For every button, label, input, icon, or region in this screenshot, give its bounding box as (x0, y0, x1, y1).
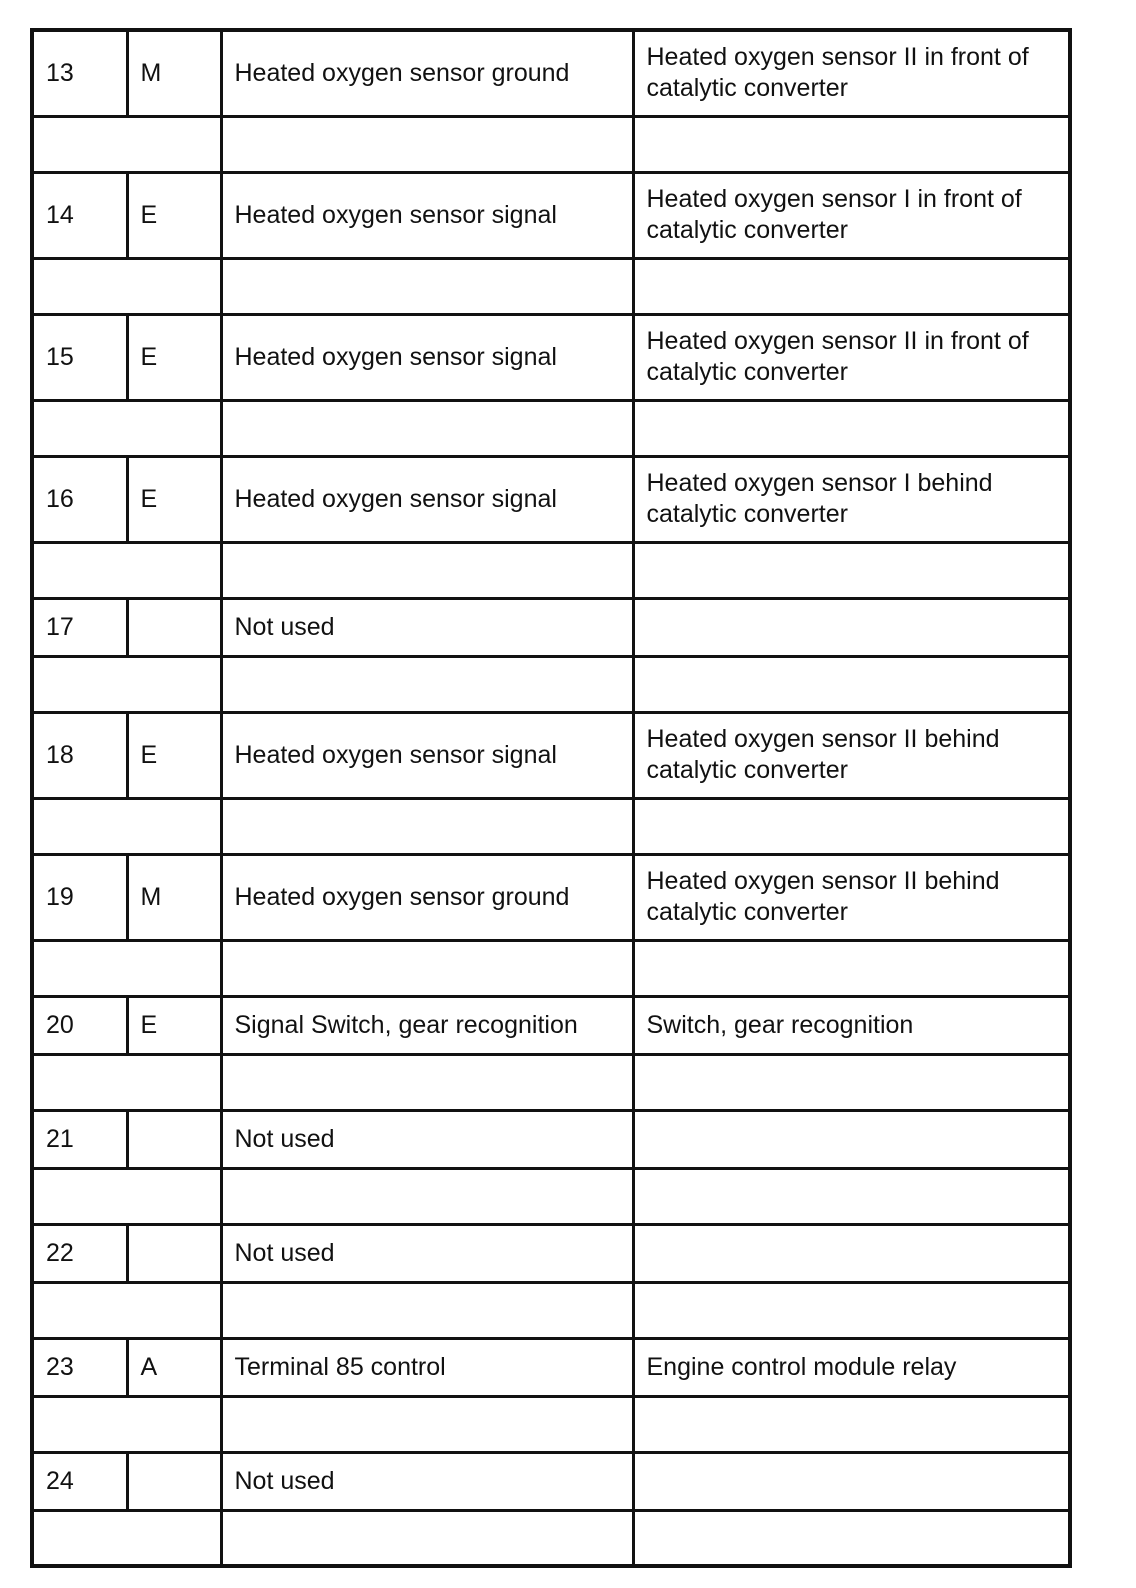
table-row (32, 712, 1070, 798)
spacer-row (32, 1054, 1070, 1110)
component-cell: Heated oxygen sensor II in front of catalytic converter (633, 314, 1070, 400)
signal-type-cell: E (127, 314, 221, 400)
component-cell: Heated oxygen sensor I behind catalytic converter (633, 456, 1070, 542)
function-cell: Not used (221, 598, 633, 656)
empty-cell (221, 1168, 633, 1224)
empty-cell (633, 116, 1070, 172)
spacer-row (32, 798, 1070, 854)
component-cell (633, 1452, 1070, 1510)
empty-cell (32, 1282, 221, 1338)
pin-number-cell: 21 (32, 1110, 127, 1168)
component-cell: Heated oxygen sensor II in front of catalytic converter (633, 30, 1070, 116)
empty-cell (633, 258, 1070, 314)
component-cell: Heated oxygen sensor I in front of catalytic converter (633, 172, 1070, 258)
spacer-row (32, 400, 1070, 456)
spacer-row (32, 542, 1070, 598)
function-cell: Heated oxygen sensor ground (221, 854, 633, 940)
spacer-row (32, 258, 1070, 314)
empty-cell (32, 1396, 221, 1452)
signal-type-cell: E (127, 172, 221, 258)
empty-cell (221, 258, 633, 314)
pin-number-cell: 22 (32, 1224, 127, 1282)
table-row (32, 1452, 1070, 1510)
function-cell: Heated oxygen sensor ground (221, 30, 633, 116)
function-cell: Not used (221, 1110, 633, 1168)
spacer-row (32, 1396, 1070, 1452)
empty-cell (32, 656, 221, 712)
spacer-row (32, 116, 1070, 172)
pin-number-cell: 19 (32, 854, 127, 940)
component-cell (633, 1224, 1070, 1282)
component-cell (633, 598, 1070, 656)
signal-type-cell (127, 1224, 221, 1282)
empty-cell (221, 940, 633, 996)
table-row (32, 1110, 1070, 1168)
empty-cell (221, 1054, 633, 1110)
empty-cell (32, 1510, 221, 1566)
table-row (32, 172, 1070, 258)
pin-number-cell: 17 (32, 598, 127, 656)
empty-cell (633, 940, 1070, 996)
component-cell: Switch, gear recognition (633, 996, 1070, 1054)
empty-cell (32, 542, 221, 598)
spacer-row (32, 1168, 1070, 1224)
empty-cell (32, 1168, 221, 1224)
pin-number-cell: 14 (32, 172, 127, 258)
empty-cell (633, 798, 1070, 854)
function-cell: Terminal 85 control (221, 1338, 633, 1396)
signal-type-cell: E (127, 456, 221, 542)
component-cell: Heated oxygen sensor II behind catalytic converter (633, 854, 1070, 940)
signal-type-cell: E (127, 712, 221, 798)
table-row (32, 854, 1070, 940)
function-cell: Heated oxygen sensor signal (221, 314, 633, 400)
table-row (32, 314, 1070, 400)
component-cell (633, 1110, 1070, 1168)
table-row (32, 1224, 1070, 1282)
spacer-row (32, 1282, 1070, 1338)
component-cell: Engine control module relay (633, 1338, 1070, 1396)
empty-cell (633, 400, 1070, 456)
empty-cell (221, 542, 633, 598)
empty-cell (221, 1510, 633, 1566)
empty-cell (32, 1054, 221, 1110)
empty-cell (633, 656, 1070, 712)
signal-type-cell: A (127, 1338, 221, 1396)
empty-cell (221, 400, 633, 456)
empty-cell (633, 1396, 1070, 1452)
table-body (32, 30, 1070, 1566)
empty-cell (221, 1396, 633, 1452)
pin-number-cell: 24 (32, 1452, 127, 1510)
pin-number-cell: 13 (32, 30, 127, 116)
table-row (32, 996, 1070, 1054)
function-cell: Heated oxygen sensor signal (221, 172, 633, 258)
empty-cell (221, 798, 633, 854)
table-row (32, 598, 1070, 656)
pin-number-cell: 16 (32, 456, 127, 542)
empty-cell (32, 258, 221, 314)
spacer-row (32, 656, 1070, 712)
function-cell: Heated oxygen sensor signal (221, 712, 633, 798)
pin-assignment-table (30, 28, 1072, 1568)
table-row (32, 30, 1070, 116)
function-cell: Signal Switch, gear recognition (221, 996, 633, 1054)
pin-number-cell: 20 (32, 996, 127, 1054)
empty-cell (32, 400, 221, 456)
pin-number-cell: 15 (32, 314, 127, 400)
empty-cell (32, 116, 221, 172)
spacer-row (32, 1510, 1070, 1566)
empty-cell (32, 940, 221, 996)
component-cell: Heated oxygen sensor II behind catalytic converter (633, 712, 1070, 798)
empty-cell (221, 656, 633, 712)
function-cell: Heated oxygen sensor signal (221, 456, 633, 542)
signal-type-cell (127, 1452, 221, 1510)
empty-cell (633, 1054, 1070, 1110)
signal-type-cell: M (127, 854, 221, 940)
empty-cell (221, 116, 633, 172)
empty-cell (633, 542, 1070, 598)
signal-type-cell: E (127, 996, 221, 1054)
signal-type-cell (127, 598, 221, 656)
empty-cell (633, 1282, 1070, 1338)
table-row (32, 1338, 1070, 1396)
function-cell: Not used (221, 1224, 633, 1282)
spacer-row (32, 940, 1070, 996)
empty-cell (633, 1168, 1070, 1224)
pin-number-cell: 18 (32, 712, 127, 798)
signal-type-cell (127, 1110, 221, 1168)
table-row (32, 456, 1070, 542)
pin-number-cell: 23 (32, 1338, 127, 1396)
empty-cell (221, 1282, 633, 1338)
empty-cell (633, 1510, 1070, 1566)
empty-cell (32, 798, 221, 854)
signal-type-cell: M (127, 30, 221, 116)
function-cell: Not used (221, 1452, 633, 1510)
